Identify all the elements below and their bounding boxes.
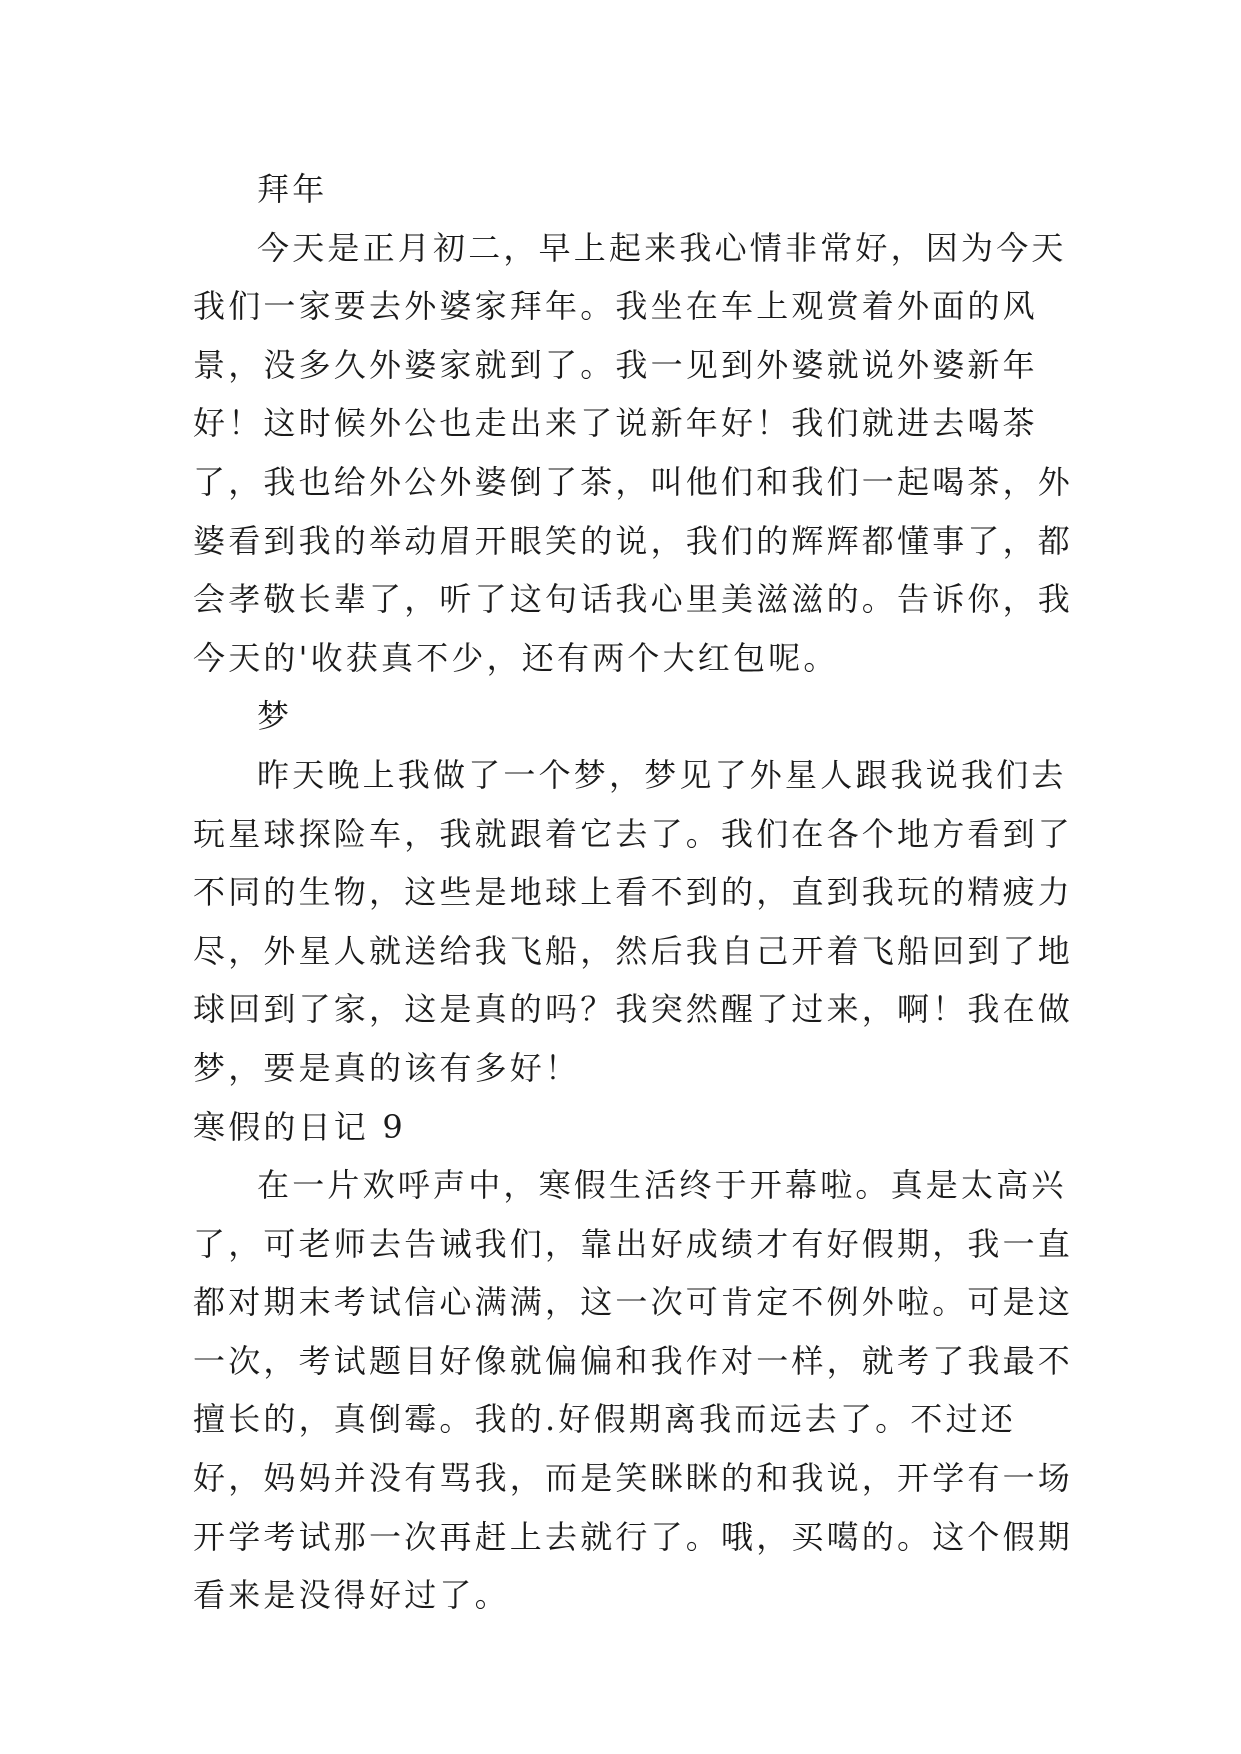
story-title-dream: 梦	[257, 697, 293, 736]
section-paragraph-winter-diary: 在一片欢呼声中，寒假生活终于开幕啦。真是太高兴了，可老师去告诫我们，靠出好成绩才有好假期，我一直都对期末考试信心满满，这一次可肯定不例外啦。可是这一次，考试题目好像就偏偏和我作对一样，就考了我最不擅长的，真倒霉。我的.好假期离我而远去了。不过还好，妈妈并没有骂我，而是笑眯眯的和我说，开学有一场开学考试那一次再赶上去就行了。哦，买噶的。这个假期看来是没得好过了。	[193, 1166, 1074, 1615]
document-body	[193, 160, 1073, 1625]
story-paragraph-dream: 昨天晚上我做了一个梦，梦见了外星人跟我说我们去玩星球探险车，我就跟着它去了。我们在各个地方看到了不同的生物，这些是地球上看不到的，直到我玩的精疲力尽，外星人就送给我飞船，然后我自己开着飞船回到了地球回到了家，这是真的吗？我突然醒了过来，啊！我在做梦，要是真的该有多好！	[193, 755, 1074, 1087]
story-paragraph-new-year-visit: 今天是正月初二，早上起来我心情非常好，因为今天我们一家要去外婆家拜年。我坐在车上观赏着外面的风景，没多久外婆家就到了。我一见到外婆就说外婆新年好！这时候外公也走出来了说新年好！我们就进去喝茶了，我也给外公外婆倒了茶，叫他们和我们一起喝茶，外婆看到我的举动眉开眼笑的说，我们的辉辉都懂事了，都会孝敬长辈了，听了这句话我心里美滋滋的。告诉你，我今天的'收获真不少，还有两个大红包呢。	[193, 228, 1074, 677]
story-title-new-year-visit: 拜年	[257, 170, 328, 208]
section-heading-winter-diary: 寒假的日记 9	[193, 1107, 406, 1146]
